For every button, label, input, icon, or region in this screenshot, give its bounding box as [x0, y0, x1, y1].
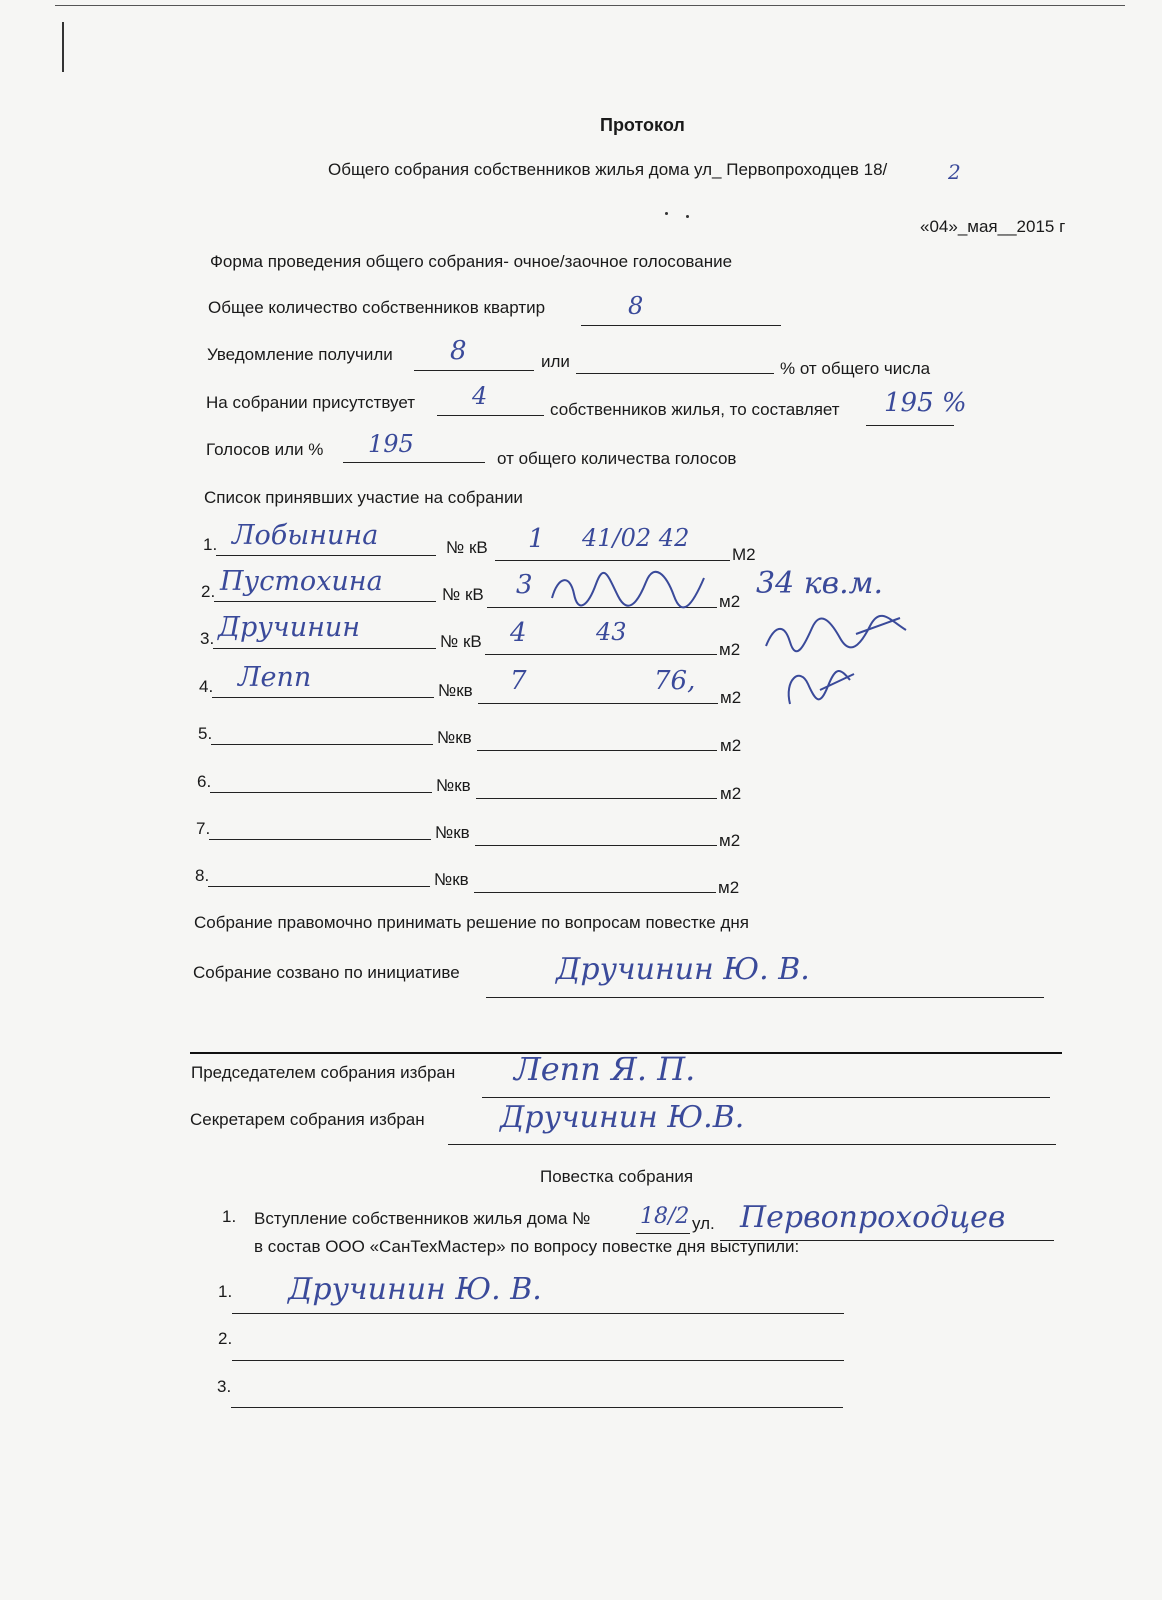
participant-kv-line: [477, 750, 717, 751]
participant-num: 6.: [197, 772, 212, 791]
speaker-name: Дручинин Ю. В.: [288, 1272, 542, 1307]
scan-speck: [686, 215, 689, 218]
participant-name: Дручинин: [218, 612, 361, 643]
votes-line: [343, 462, 485, 463]
participant-name-line: [216, 555, 436, 556]
owners-count-line: [581, 325, 781, 326]
participant-name: Лобынина: [232, 520, 379, 551]
participant-name-line: [208, 886, 430, 887]
participant-name: Пустохина: [220, 566, 383, 597]
participant-kv-label: №кв: [436, 776, 471, 795]
participant-name-line: [210, 792, 432, 793]
participant-name-line: [214, 601, 436, 602]
initiative-label: Собрание созвано по инициативе: [193, 963, 460, 982]
notice-percent-line: [576, 373, 774, 374]
document-title: Протокол: [600, 115, 685, 135]
scan-speck: [665, 212, 668, 215]
owners-count-value: 8: [628, 292, 644, 320]
notice-count-value: 8: [450, 336, 467, 366]
meeting-valid-text: Собрание правомочно принимать решение по вопросам повестке дня: [194, 913, 749, 932]
participant-signature-scribble: [548, 566, 708, 614]
participant-kv-label: № кВ: [440, 632, 482, 651]
present-label: На собрании присутствует: [206, 393, 416, 412]
secretary-value: Дручинин Ю.В.: [500, 1100, 745, 1135]
notice-or-text: или: [541, 352, 570, 371]
participant-kv-label: №кв: [437, 728, 472, 747]
present-mid-text: собственников жилья, то составляет: [550, 400, 840, 419]
participant-unit: м2: [719, 640, 741, 659]
meeting-form-text: Форма проведения общего собрания- очное/заочное голосование: [210, 252, 733, 271]
participant-name-line: [213, 648, 436, 649]
participant-kv-line: [474, 892, 716, 893]
participant-kv: 3: [516, 570, 533, 600]
document-date: «04»_мая__2015 г: [920, 217, 1066, 236]
present-percent-value: 195 %: [884, 388, 967, 418]
agenda-house-line: [636, 1233, 690, 1234]
chair-label: Председателем собрания избран: [191, 1063, 456, 1082]
present-count-value: 4: [472, 382, 488, 410]
agenda-title: Повестка собрания: [540, 1167, 694, 1186]
participant-num: 8.: [195, 866, 210, 885]
participant-num: 7.: [196, 819, 211, 838]
speaker-line: [232, 1313, 844, 1314]
agenda-item-text-a: Вступление собственников жилья дома №: [254, 1209, 591, 1228]
participant-unit: м2: [718, 878, 740, 897]
initiative-value: Дручинин Ю. В.: [556, 952, 810, 987]
participant-kv-label: №кв: [438, 681, 473, 700]
speaker-num: 2.: [218, 1329, 233, 1348]
agenda-item-num: 1.: [222, 1207, 237, 1226]
votes-label: Голосов или %: [206, 440, 324, 459]
participant-kv-line: [476, 798, 717, 799]
agenda-street-name: Первопроходцев: [740, 1200, 1006, 1235]
participant-unit: м2: [720, 736, 742, 755]
participant-area: 76,: [654, 666, 696, 696]
votes-value: 195: [368, 430, 414, 458]
participant-name-line: [212, 697, 434, 698]
speaker-num: 3.: [217, 1377, 232, 1396]
participant-signature-scribble: [760, 612, 910, 656]
participant-area: 43: [596, 618, 627, 646]
participant-kv: 1: [528, 524, 545, 554]
notice-count-line: [414, 370, 534, 371]
participant-unit: м2: [720, 688, 742, 707]
participant-unit: м2: [719, 592, 741, 611]
participant-unit: М2: [732, 545, 756, 564]
participant-area: 41/02 42: [582, 524, 690, 552]
participant-note: 34 кв.м.: [756, 566, 884, 601]
participant-kv-line: [475, 845, 717, 846]
participants-title: Список принявших участие на собрании: [204, 488, 523, 507]
agenda-item-text-b: ул.: [692, 1214, 715, 1233]
scan-margin-mark: [62, 22, 64, 72]
participant-name-line: [209, 839, 431, 840]
present-percent-line: [866, 425, 954, 426]
participant-signature-scribble: [780, 660, 860, 712]
participant-num: 4.: [199, 677, 214, 696]
participant-num: 3.: [200, 629, 215, 648]
speaker-line: [231, 1407, 843, 1408]
chair-line: [482, 1097, 1050, 1098]
participant-num: 5.: [198, 724, 213, 743]
speaker-line: [232, 1360, 844, 1361]
initiative-line: [486, 997, 1044, 998]
speaker-num: 1.: [218, 1282, 233, 1301]
secretary-line: [448, 1144, 1056, 1145]
votes-suffix-text: от общего количества голосов: [497, 449, 737, 468]
participant-unit: м2: [720, 784, 742, 803]
subtitle-handwritten-fraction: 2: [948, 160, 961, 184]
participant-kv: 7: [510, 666, 527, 696]
participant-name-line: [211, 744, 433, 745]
chair-value: Лепп Я. П.: [514, 1050, 696, 1088]
present-count-line: [437, 415, 544, 416]
document-subtitle: Общего собрания собственников жилья дома ул_ Первопроходцев 18/: [328, 160, 888, 179]
participant-kv-line: [495, 560, 730, 561]
participant-name: Лепп: [238, 662, 312, 693]
participant-kv-label: №кв: [434, 870, 469, 889]
owners-count-label: Общее количество собственников квартир: [208, 298, 546, 317]
participant-kv-label: № кВ: [446, 538, 488, 557]
participant-unit: м2: [719, 831, 741, 850]
participant-kv-label: № кВ: [442, 585, 484, 604]
agenda-house-number: 18/2: [640, 1204, 690, 1229]
agenda-item-text-c: в состав ООО «СанТехМастер» по вопросу повестке дня выступили:: [254, 1237, 800, 1256]
participant-kv-line: [485, 654, 717, 655]
participant-kv-line: [478, 703, 718, 704]
secretary-label: Секретарем собрания избран: [190, 1110, 425, 1129]
scan-edge-line: [55, 5, 1125, 6]
notice-suffix-text: % от общего числа: [780, 359, 931, 378]
notice-label: Уведомление получили: [207, 345, 393, 364]
participant-kv: 4: [510, 618, 527, 648]
participant-num: 1.: [203, 535, 218, 554]
participant-num: 2.: [201, 582, 216, 601]
participant-kv-label: №кв: [435, 823, 470, 842]
